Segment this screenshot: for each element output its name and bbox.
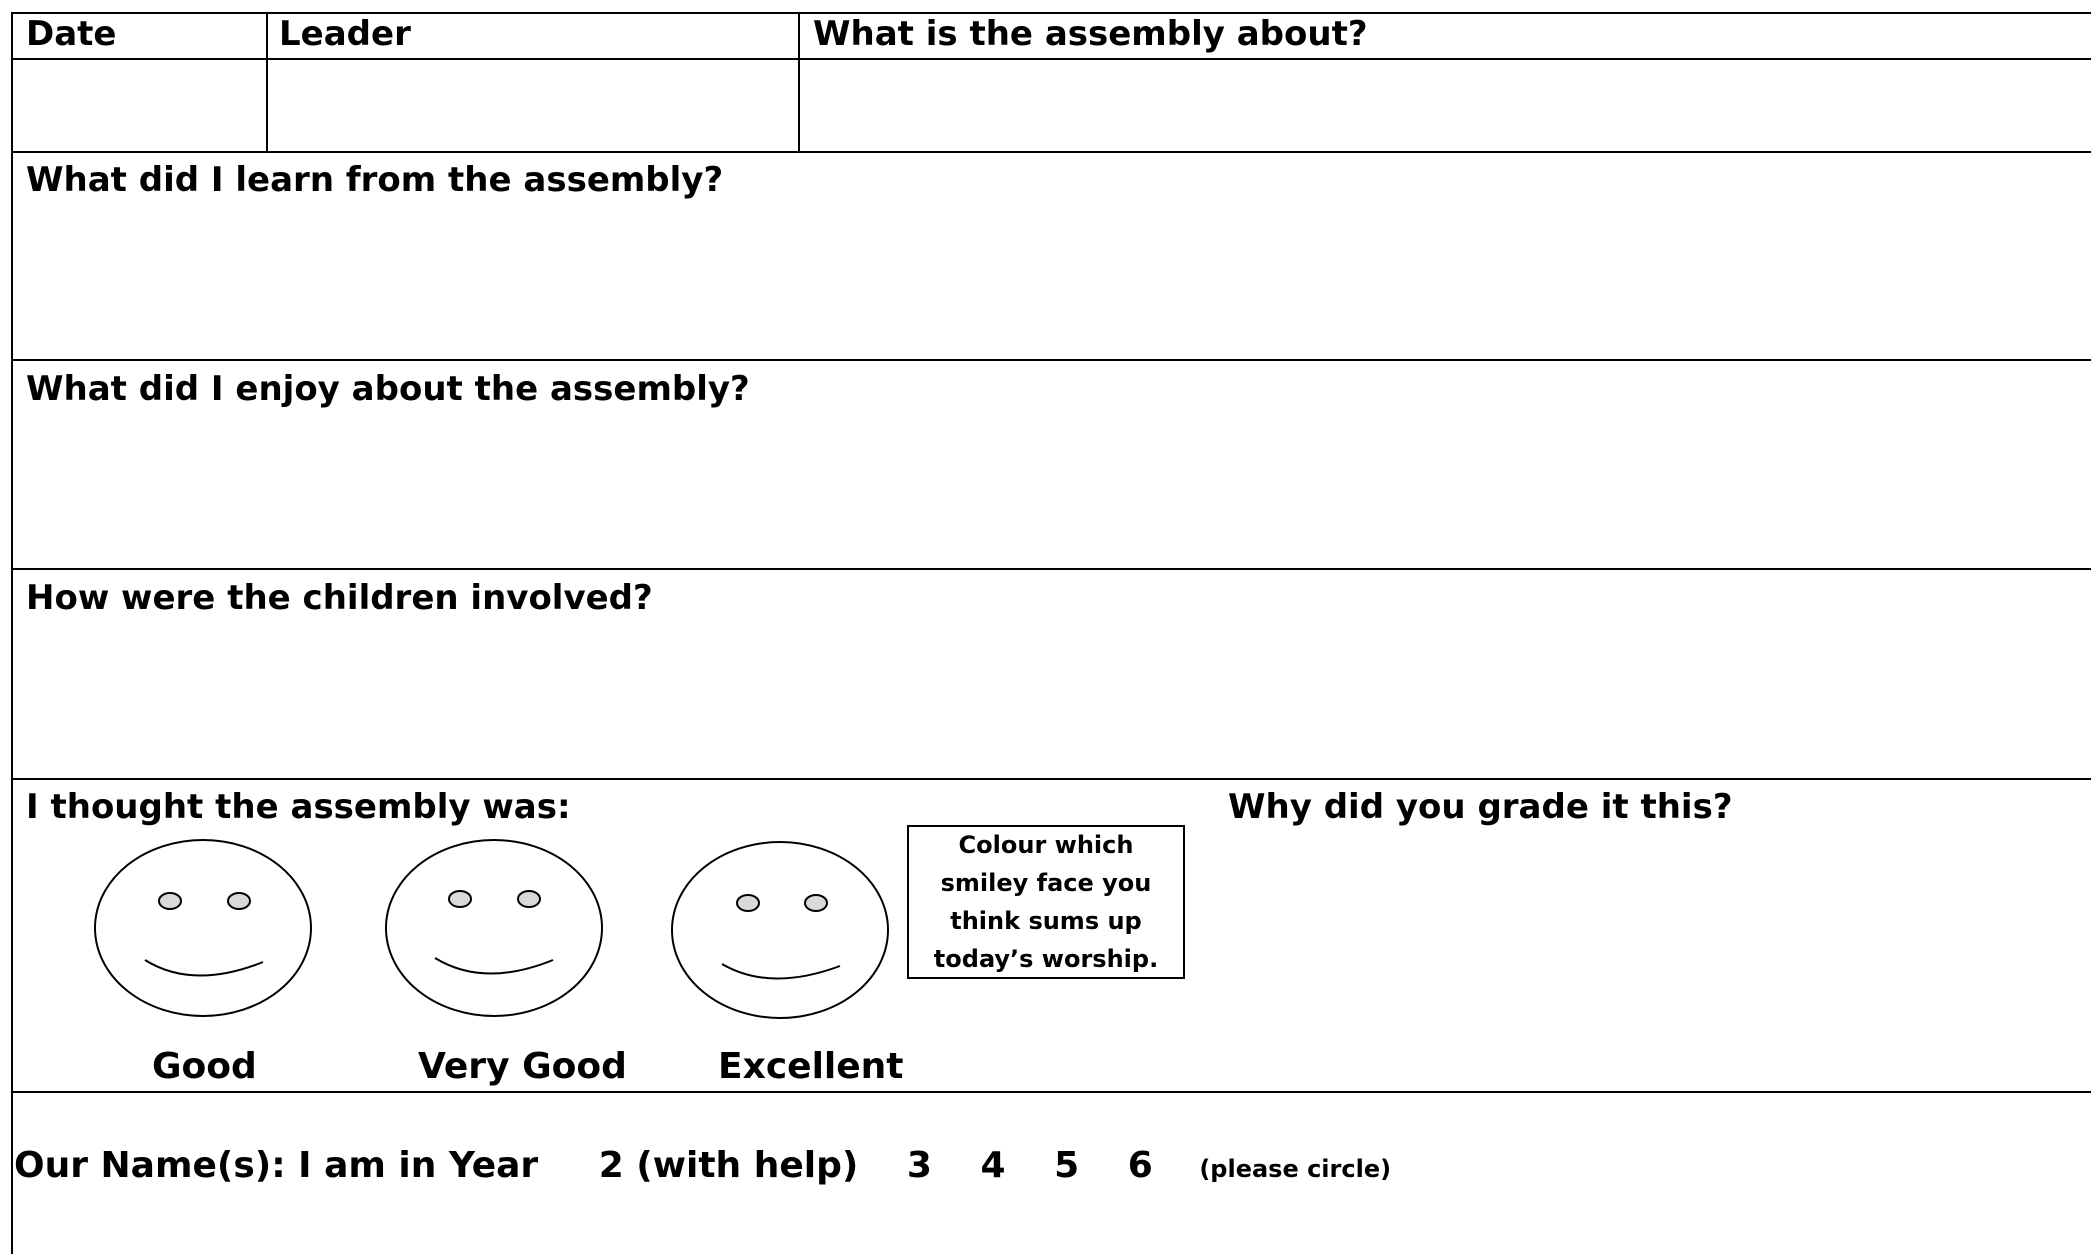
smiley-very-good-icon: [384, 838, 604, 1018]
learn-answer-field[interactable]: [13, 210, 2088, 350]
please-circle-note: (please circle): [1199, 1155, 1392, 1183]
why-grade-field[interactable]: [1220, 840, 2080, 1080]
year-option-6[interactable]: 6: [1127, 1145, 1153, 1186]
smiley-excellent-icon: [670, 840, 890, 1020]
names-label: Our Name(s):: [14, 1145, 286, 1186]
smiley-good-icon: [93, 838, 313, 1018]
year-label: I am in Year: [298, 1145, 539, 1186]
rule-learn-bottom: [13, 359, 2091, 361]
smiley-face-excellent[interactable]: [670, 840, 890, 1020]
about-header: What is the assembly about?: [813, 14, 1368, 54]
name-year-row: [14, 1145, 1391, 1186]
enjoy-question: What did I enjoy about the assembly?: [26, 369, 750, 409]
about-field[interactable]: [798, 58, 2088, 148]
involved-answer-field[interactable]: [13, 630, 2088, 770]
rating-prompt: I thought the assembly was:: [26, 787, 571, 827]
colour-instruction-box: [907, 825, 1185, 979]
face-label-very-good: Very Good: [418, 1046, 627, 1087]
leader-header: Leader: [279, 14, 411, 54]
smiley-face-good[interactable]: [93, 838, 313, 1018]
year-option-4[interactable]: 4: [980, 1145, 1006, 1186]
enjoy-answer-field[interactable]: [13, 420, 2088, 560]
involved-question: How were the children involved?: [26, 578, 653, 618]
face-label-excellent: Excellent: [718, 1046, 904, 1087]
year-option-2[interactable]: 2 (with help): [598, 1145, 859, 1186]
smiley-face-very-good[interactable]: [384, 838, 604, 1018]
rule-row1-bottom: [13, 151, 2091, 153]
date-header: Date: [26, 14, 117, 54]
year-option-3[interactable]: 3: [906, 1145, 932, 1186]
rule-involved-bottom: [13, 778, 2091, 780]
date-field[interactable]: [13, 58, 264, 148]
rule-rating-bottom: [13, 1091, 2091, 1093]
leader-field[interactable]: [266, 58, 796, 148]
learn-question: What did I learn from the assembly?: [26, 160, 724, 200]
rule-enjoy-bottom: [13, 568, 2091, 570]
face-label-good: Good: [152, 1046, 257, 1087]
colour-instruction-text: Colour which smiley face you think sums up today’s worship.: [933, 831, 1159, 973]
why-grade-question: Why did you grade it this?: [1228, 787, 1733, 827]
year-option-5[interactable]: 5: [1054, 1145, 1080, 1186]
